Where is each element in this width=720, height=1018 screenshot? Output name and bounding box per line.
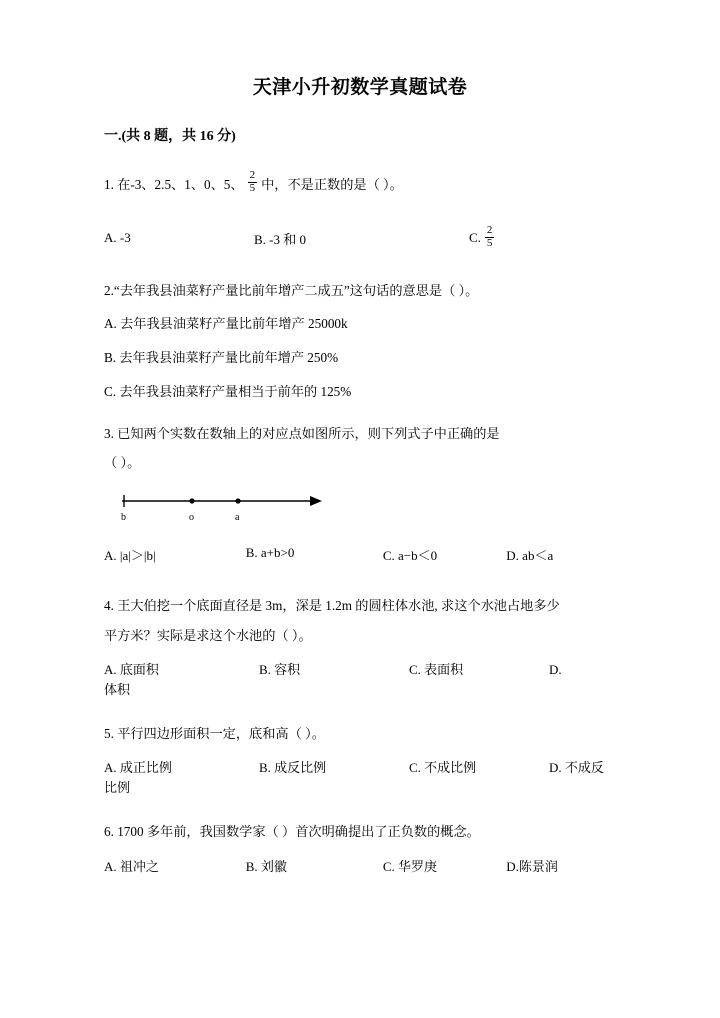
question-6-options bbox=[104, 856, 616, 875]
question-4-stem-line1: 4. 王大伯挖一个底面直径是 3m，深是 1.2m 的圆柱体水池, 求这个水池占地多少 bbox=[104, 598, 560, 614]
question-1-stem-before: 1. 在-3、2.5、1、0、5、 bbox=[104, 176, 244, 192]
option-c-fraction bbox=[485, 225, 495, 250]
question-3-stem-line2: （ ）。 bbox=[104, 455, 141, 471]
question-5-stem: 5. 平行四边形面积一定，底和高（ ）。 bbox=[104, 726, 325, 742]
question-4-stem-line2: 平方米？实际是求这个水池的（ ）。 bbox=[104, 628, 312, 644]
question-3-number-line bbox=[114, 487, 616, 527]
question-5-options bbox=[104, 758, 616, 798]
question-6-option-c[interactable]: C. 华罗庚 bbox=[382, 859, 438, 875]
option-b[interactable]: B. -3 和 0 bbox=[254, 231, 307, 247]
svg-text:o: o bbox=[189, 512, 194, 524]
fraction-denominator: 5 bbox=[486, 236, 493, 249]
question-5-option-c[interactable]: C. 不成比例 bbox=[409, 759, 477, 775]
svg-text:a: a bbox=[235, 512, 240, 524]
question-1-fraction bbox=[248, 170, 258, 195]
question-4-option-d-wrap: 体积 bbox=[104, 682, 131, 698]
question-4-option-b[interactable]: B. 容积 bbox=[259, 661, 301, 677]
question-4-options bbox=[104, 660, 616, 700]
option-c-label: C. bbox=[469, 230, 481, 246]
question-3-option-c[interactable]: C. a−b＜0 bbox=[382, 548, 438, 564]
question-4-option-a[interactable]: A. 底面积 bbox=[104, 661, 159, 677]
question-6-stem: 6. 1700 多年前，我国数学家（ ）首次明确提出了正负数的概念。 bbox=[104, 824, 480, 840]
question-1-stem bbox=[104, 171, 616, 196]
svg-text:b: b bbox=[121, 512, 126, 524]
number-line-figure bbox=[114, 487, 334, 527]
page-title: 天津小升初数学真题试卷 bbox=[252, 77, 468, 98]
option-c[interactable] bbox=[469, 223, 498, 251]
question-3-options bbox=[104, 545, 616, 564]
fraction-numerator: 2 bbox=[249, 169, 256, 181]
option-a[interactable]: A. -3 bbox=[104, 230, 131, 246]
question-5-option-b[interactable]: B. 成反比例 bbox=[259, 759, 327, 775]
question-2-option-a[interactable]: A. 去年我县油菜籽产量比前年增产 25000k bbox=[104, 316, 348, 332]
question-2-option-c[interactable]: C. 去年我县油菜籽产量相当于前年的 125% bbox=[104, 383, 352, 399]
question-5-option-d-wrap: 比例 bbox=[104, 780, 131, 796]
question-3-option-d[interactable]: D. ab＜a bbox=[506, 548, 554, 564]
question-1-stem-after: 中，不是正数的是（ ）。 bbox=[261, 176, 403, 192]
question-3-option-b[interactable]: B. a+b>0 bbox=[245, 545, 295, 561]
question-5-option-d[interactable]: D. 不成反 bbox=[549, 759, 604, 775]
question-3-stem-line1: 3. 已知两个实数在数轴上的对应点如图所示，则下列式子中正确的是 bbox=[104, 425, 500, 441]
question-6-option-b[interactable]: B. 刘徽 bbox=[245, 859, 287, 875]
question-2-option-b[interactable]: B. 去年我县油菜籽产量比前年增产 250% bbox=[104, 350, 339, 366]
fraction-numerator: 2 bbox=[486, 223, 493, 236]
section-heading: 一.(共 8 题，共 16 分) bbox=[104, 129, 236, 144]
question-3-option-a[interactable]: A. |a|＞|b| bbox=[104, 548, 156, 564]
question-4-option-c[interactable]: C. 表面积 bbox=[409, 661, 464, 677]
question-5-option-a[interactable]: A. 成正比例 bbox=[104, 759, 172, 775]
question-1-options bbox=[104, 223, 616, 251]
question-6-option-a[interactable]: A. 祖冲之 bbox=[104, 859, 159, 875]
fraction-denominator: 5 bbox=[249, 181, 256, 194]
question-6-option-d[interactable]: D.陈景润 bbox=[506, 859, 558, 875]
question-4-option-d[interactable]: D. bbox=[549, 661, 562, 677]
question-2-stem: 2.“去年我县油菜籽产量比前年增产二成五”这句话的意思是（ ）。 bbox=[104, 282, 479, 298]
